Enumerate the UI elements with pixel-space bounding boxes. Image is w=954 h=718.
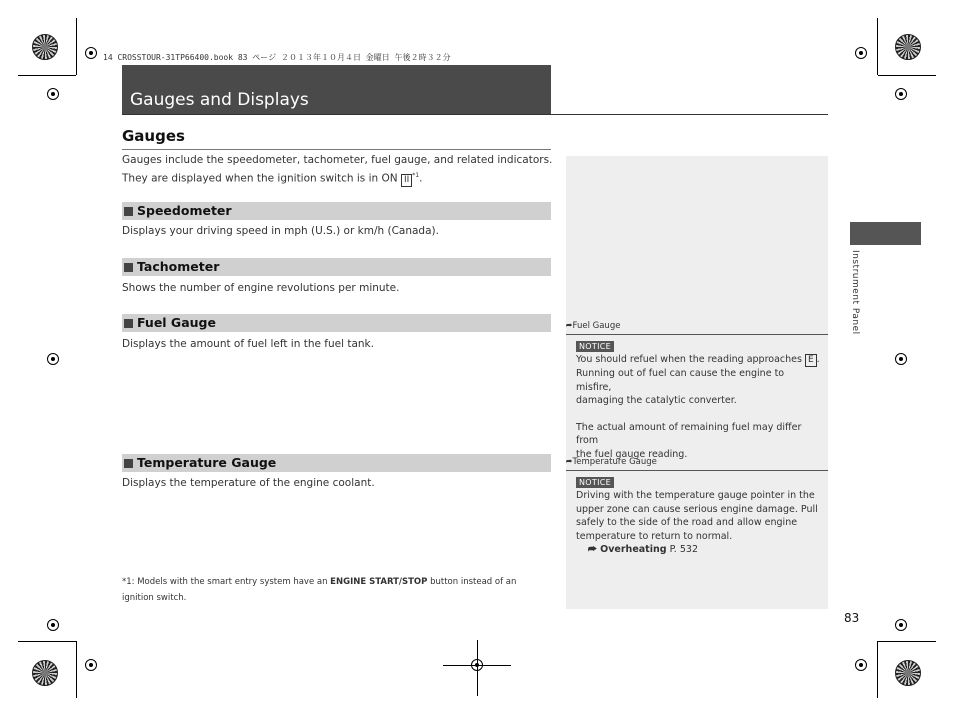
sidebar-heading-temperature (566, 457, 657, 467)
notice-line: safely to the side of the road and allow engine (576, 517, 798, 529)
chapter-tab (850, 222, 921, 245)
fuel-notice-text (576, 353, 821, 462)
notice-line: damaging the catalytic converter. (576, 395, 737, 407)
temperature-notice-text (576, 489, 821, 557)
subsection-title: Speedometer (137, 203, 232, 218)
notice-text: You should refuel when the reading approaches (576, 354, 805, 365)
registration-mark-icon (82, 656, 100, 674)
sidebar-heading-text: Fuel Gauge (572, 321, 621, 331)
subsection-header-fuel-gauge (122, 314, 551, 332)
rosette-icon (895, 34, 921, 60)
sidebar-heading-fuel (566, 321, 620, 331)
subsection-text: Shows the number of engine revolutions per minute. (122, 282, 400, 294)
notice-period: . (816, 354, 820, 365)
notice-line: the fuel gauge reading. (576, 448, 688, 460)
registration-mark-icon (82, 44, 100, 62)
page-ref-arrow-icon: ⮫ (588, 544, 601, 556)
crop-line (877, 18, 878, 75)
notice-line: Driving with the temperature gauge pointer in the (576, 490, 815, 501)
subsection-header-tachometer (122, 258, 551, 276)
ignition-key-symbol: II (401, 174, 412, 187)
empty-mark-symbol: E (805, 354, 817, 367)
square-bullet-icon (124, 319, 133, 328)
rosette-icon (32, 660, 58, 686)
footnote-line-2: ignition switch. (122, 593, 187, 603)
crop-line (878, 641, 936, 642)
registration-mark-icon (892, 85, 910, 103)
crop-line (18, 641, 76, 642)
rosette-icon (32, 34, 58, 60)
square-bullet-icon (124, 207, 133, 216)
section-title: Gauges (122, 127, 185, 145)
notice-line (576, 353, 821, 367)
notice-line: The actual amount of remaining fuel may differ from (576, 421, 802, 447)
subsection-text: Displays the amount of fuel left in the fuel tank. (122, 338, 374, 350)
footnote-button-name: ENGINE START/STOP (330, 577, 428, 587)
subsection-header-speedometer (122, 202, 551, 220)
rosette-icon (895, 660, 921, 686)
chapter-title-bar (122, 65, 551, 114)
footnote (122, 574, 562, 606)
page-number: 83 (844, 611, 860, 625)
crop-line (18, 75, 76, 76)
registration-mark-icon (852, 656, 870, 674)
chapter-title: Gauges and Displays (130, 90, 309, 110)
registration-mark-icon (44, 616, 62, 634)
intro-line-2 (122, 168, 557, 187)
reference-arrow-icon: ⮫ (566, 322, 573, 330)
square-bullet-icon (124, 263, 133, 272)
crop-line (878, 75, 936, 76)
notice-badge: NOTICE (576, 477, 614, 488)
crop-line (877, 641, 878, 698)
link-page[interactable]: P. 532 (669, 544, 698, 556)
registration-mark-icon (44, 85, 62, 103)
section-rule (122, 149, 551, 150)
registration-mark-icon (892, 350, 910, 368)
intro-text: They are displayed when the ignition switch is in ON (122, 172, 401, 185)
crop-line (76, 641, 77, 698)
registration-mark-icon (44, 350, 62, 368)
footnote-ref: *1 (412, 172, 420, 179)
footnote-text: button instead of an (427, 577, 517, 587)
overheating-link[interactable] (576, 543, 821, 557)
registration-mark-icon (852, 44, 870, 62)
crop-line (477, 640, 478, 696)
registration-mark-icon (892, 616, 910, 634)
sidebar-rule (566, 334, 828, 335)
footnote-text: *1: Models with the smart entry system have an (122, 577, 331, 587)
subsection-title: Tachometer (137, 259, 220, 274)
notice-badge: NOTICE (576, 341, 614, 352)
chapter-tab-label: Instrument Panel (850, 250, 860, 335)
intro-period: . (419, 172, 423, 185)
print-header: 14 CROSSTOUR-31TP66400.book 83 ページ ２０１３年１０月４日 金曜日 午後２時３２分 (103, 53, 451, 62)
footnote-line-1 (122, 574, 562, 590)
crop-line (76, 18, 77, 75)
intro-line-1: Gauges include the speedometer, tachometer, fuel gauge, and related indicators. (122, 154, 553, 166)
notice-line: upper zone can cause serious engine damage. Pull (576, 503, 818, 515)
notice-line: Running out of fuel can cause the engine to misfire, (576, 368, 785, 393)
sidebar-heading-text: Temperature Gauge (572, 457, 657, 467)
sidebar-rule (566, 470, 828, 471)
subsection-title: Fuel Gauge (137, 315, 216, 330)
subsection-header-temperature-gauge (122, 454, 551, 472)
title-rule (122, 114, 828, 115)
subsection-text: Displays the temperature of the engine coolant. (122, 477, 375, 489)
subsection-text: Displays your driving speed in mph (U.S.) or km/h (Canada). (122, 225, 439, 237)
notice-line: temperature to return to normal. (576, 530, 733, 542)
subsection-title: Temperature Gauge (137, 455, 277, 470)
square-bullet-icon (124, 459, 133, 468)
reference-arrow-icon: ⮫ (566, 458, 573, 466)
link-title[interactable]: Overheating (600, 544, 667, 556)
intro-paragraph (122, 153, 557, 187)
